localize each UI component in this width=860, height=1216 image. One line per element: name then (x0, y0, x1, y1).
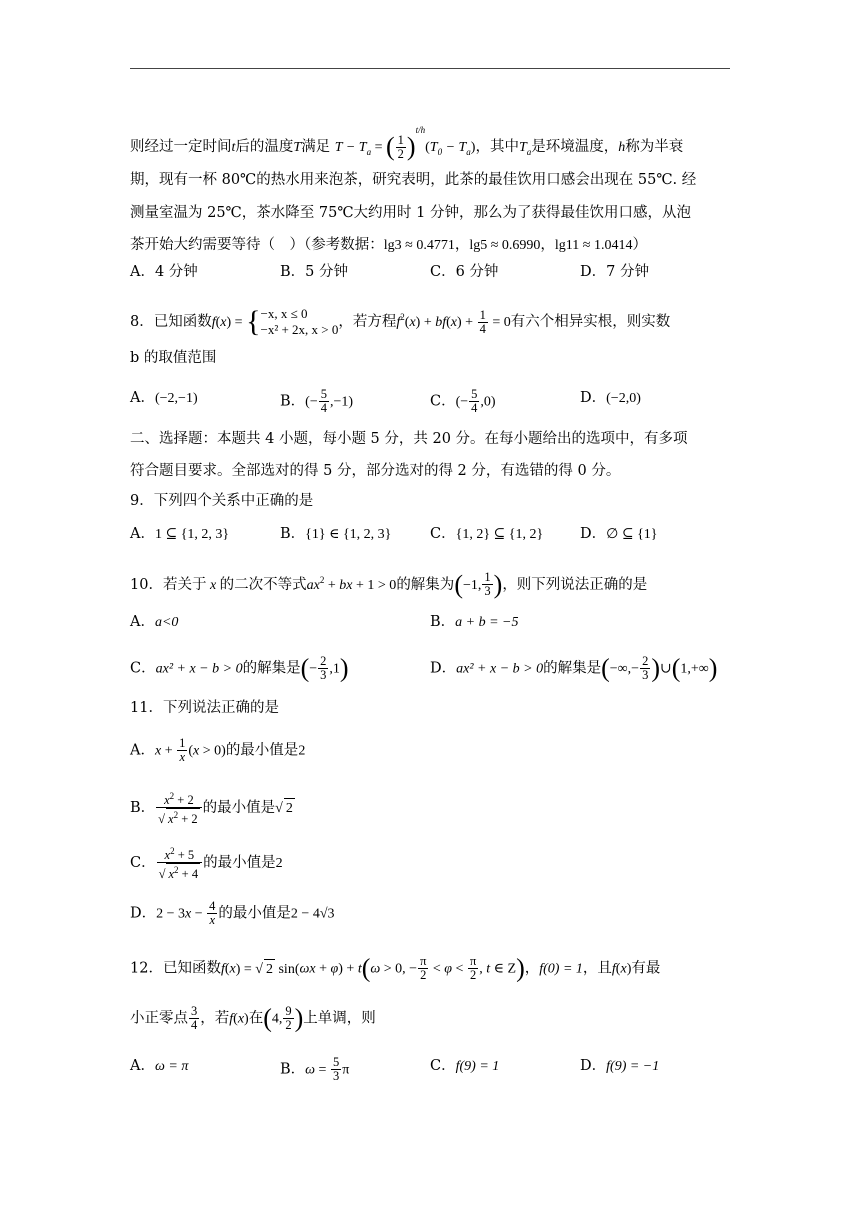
q10-option-c[interactable]: C．ax² + x − b > 0的解集是(− $\frac{2}{3}$ ,1) (130, 653, 349, 683)
q11-option-a[interactable]: A．x + $\frac{1}{x}$ (x > 0)的最小值是2 (130, 736, 306, 764)
q11-option-d[interactable]: D．2 − 3x − $\frac{4}{x}$ 的最小值是2 − 4√3 (130, 899, 335, 927)
q9-option-d[interactable]: D．∅ ⊆ {1} (580, 526, 658, 542)
q9-option-c[interactable]: C．{1, 2} ⊆ {1, 2} (430, 526, 544, 542)
q8-line-1: 8．已知函数f(x) = { −x, x ≤ 0 −x² + 2x, x > 0 ，若方程$f^2(x) + bf(x)$ + $\frac{1}{4}$ = 0有六个相异实根，则实数 (130, 305, 671, 338)
q12-option-c[interactable]: C．f(9) = 1 (430, 1058, 500, 1074)
q11-option-b[interactable]: B． $\frac{x^2 + 2}{√ x^2 + 2}$ 的最小值是√ 2 (130, 791, 293, 827)
q7-line-2: 期，现有一杯 80℃的热水用来泡茶，研究表明，此茶的最佳饮用口感会出现在 55℃. 经 (130, 172, 697, 188)
q12-line-1: 12．已知函数f(x) = √ 2 sin(ωx + φ) + t(ω > 0, − $\frac{\pi}{2}$ < φ < $\frac{\pi}{2}$ , t ∈ Z)，f(0) = 1，且f(x)有最 (130, 953, 661, 983)
q12-option-b[interactable]: B．ω = $\frac{5}{3}$ π (280, 1055, 350, 1083)
q10-stem: 10．若关于 x 的二次不等式$ax^2$ + bx + 1 > 0的解集为(−1, $\frac{1}{3}$ )，则下列说法正确的是 (130, 569, 648, 599)
q12-line-2: 小正零点 $\frac{3}{4}$ ，若f(x)在(4, $\frac{9}{2}$ )上单调，则 (130, 1003, 376, 1033)
q10-option-b[interactable]: B．a + b = −5 (430, 614, 519, 630)
q7-option-a[interactable]: A．4 分钟 (130, 264, 198, 280)
q9-option-b[interactable]: B．{1} ∈ {1, 2, 3} (280, 526, 392, 542)
q9-option-a[interactable]: A．1 ⊆ {1, 2, 3} (130, 526, 230, 542)
q8-option-d[interactable]: D．(−2,0) (580, 390, 641, 406)
q10-option-a[interactable]: A．a<0 (130, 614, 179, 630)
q9-stem: 9．下列四个关系中正确的是 (130, 493, 314, 509)
q7-line-1: 则经过一定时间t后的温度T满足 $T - T_a$ = ( $\frac{1}{2}$ )$^{t/h}(T_0 - T_a)$，其中$T_a$是环境温度，h称为半衰 (130, 125, 684, 161)
q10-option-d[interactable]: D．ax² + x − b > 0的解集是(−∞,− $\frac{2}{3}$ )∪(1,+∞) (430, 653, 718, 683)
section-2-header-line-2: 符合题目要求。全部选对的得 5 分，部分选对的得 2 分，有选错的得 0 分。 (130, 463, 621, 479)
q7-option-d[interactable]: D．7 分钟 (580, 264, 649, 280)
q7-line-3: 测量室温为 25℃，茶水降至 75℃大约用时 1 分钟，那么为了获得最佳饮用口感，从泡 (130, 205, 692, 221)
q8-option-a[interactable]: A．(−2,−1) (130, 390, 198, 406)
q8-option-b[interactable]: B．(− $\frac{5}{4}$ ,−1) (280, 387, 354, 415)
q7-line-4: 茶开始大约需要等待（ ）（参考数据：lg3 ≈ 0.4771，lg5 ≈ 0.6990，lg11 ≈ 1.0414） (130, 237, 647, 253)
section-2-header-line-1: 二、选择题：本题共 4 小题，每小题 5 分，共 20 分。在每小题给出的选项中，有多项 (130, 431, 688, 447)
q11-option-c[interactable]: C． $\frac{x^2 + 5}{√ x^2 + 4}$ 的最小值是2 (130, 846, 283, 882)
q12-option-a[interactable]: A．ω = π (130, 1058, 189, 1074)
q7-option-b[interactable]: B．5 分钟 (280, 264, 348, 280)
q8-line-2: b 的取值范围 (130, 350, 217, 366)
q11-stem: 11．下列说法正确的是 (130, 700, 279, 716)
q8-option-c[interactable]: C．(− $\frac{5}{4}$ ,0) (430, 387, 496, 415)
q7-option-c[interactable]: C．6 分钟 (430, 264, 499, 280)
header-rule (130, 68, 730, 69)
q12-option-d[interactable]: D．f(9) = −1 (580, 1058, 660, 1074)
